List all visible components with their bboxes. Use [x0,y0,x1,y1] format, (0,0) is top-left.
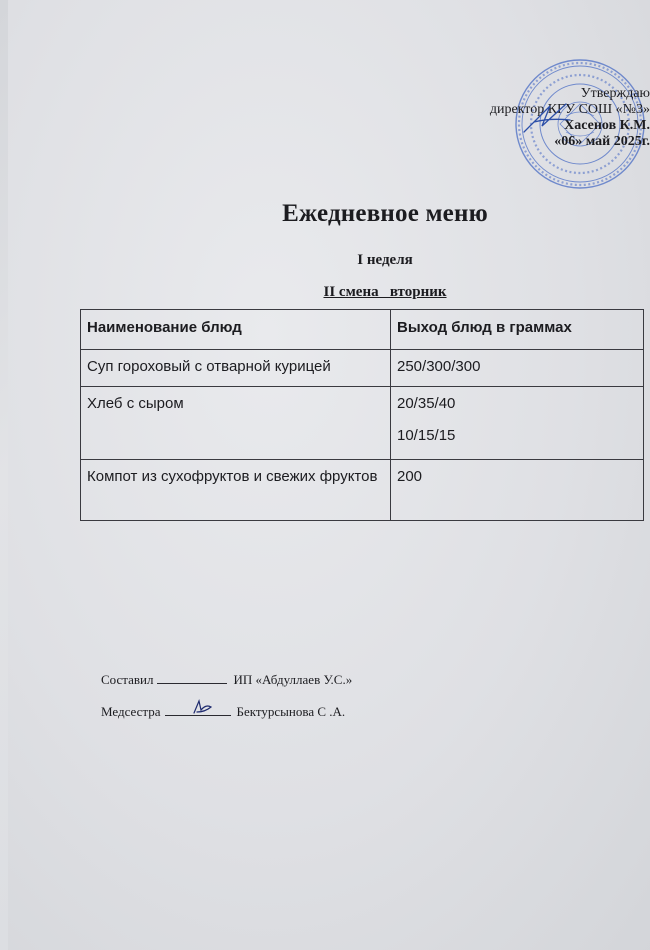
shift-label: II смена вторник [323,284,447,300]
weight-value: 10/15/15 [397,427,456,444]
approval-line-2: директор КГУ СОШ «№3» [489,102,650,117]
nurse-label: Медсестра [101,704,161,719]
dish-name-cell: Компот из сухофруктов и свежих фруктов [81,460,391,521]
director-signature [520,96,576,140]
table-header-row [81,310,644,350]
dish-name-cell: Хлеб с сыром [81,387,391,460]
table-row [81,350,644,387]
weight-cell [391,387,644,460]
header-weight: Выход блюд в граммах [391,310,644,350]
signature-blank [157,672,227,684]
nurse-signature [191,698,213,716]
weight-value: 250/300/300 [397,358,481,375]
header-dish-name: Наименование блюд [81,310,391,350]
compiled-by-label: Составил [101,672,154,687]
approval-line-4: «06» май 2025г. [554,134,650,149]
menu-table [80,309,644,521]
signature-blank [165,704,231,716]
table-row [81,460,644,521]
dish-name-cell: Суп гороховый с отварной курицей [81,350,391,387]
approval-line-3: Хасенов К.М. [564,118,650,133]
weight-cell [391,460,644,521]
compiled-by-line [101,672,352,688]
page-title: Ежедневное меню [282,200,488,227]
weight-value: 200 [397,468,423,485]
nurse-line [101,704,345,720]
nurse-name: Бектурсынова С .А. [236,704,346,719]
approval-line-1: Утверждаю [580,86,650,101]
compiled-by-name: ИП «Абдуллаев У.С.» [233,672,353,687]
weight-value: 20/35/40 [397,395,456,412]
weight-cell [391,350,644,387]
table-row [81,387,644,460]
week-label: I неделя [357,252,413,268]
